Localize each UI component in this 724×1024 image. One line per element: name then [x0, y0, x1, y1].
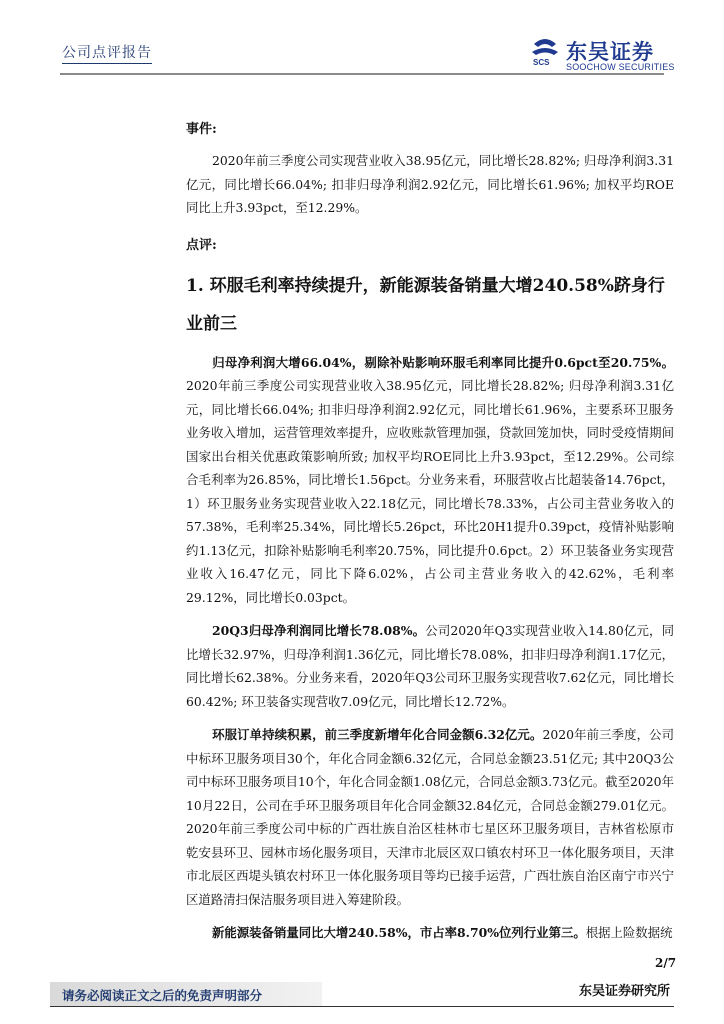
paragraph-lead: 归母净利润大增66.04%，剔除补贴影响环服毛利率同比提升0.6pct至20.75%。	[212, 354, 674, 370]
analysis-paragraph-2	[186, 619, 674, 713]
footer-divider	[50, 1006, 674, 1007]
institute-name: 东吴证券研究所	[578, 984, 670, 999]
event-paragraph	[186, 149, 674, 220]
analysis-paragraph-1	[186, 351, 674, 610]
review-label: 点评:	[186, 237, 217, 253]
svg-text:SCS: SCS	[533, 58, 550, 66]
paragraph-lead: 20Q3归母净利润同比增长78.08%。	[212, 623, 426, 638]
brand-name-cn: 东吴证券	[566, 40, 654, 64]
disclaimer-notice: 请务必阅读正文之后的免责声明部分	[62, 988, 263, 1003]
event-text: 2020年前三季度公司实现营业收入38.95亿元，同比增长28.82%; 归母净利润3.31亿元，同比增长66.04%; 扣非归母净利润2.92亿元，同比增长61.96%; 加权平均ROE同比上升3.93pct，至12.29%。	[186, 153, 674, 215]
analysis-paragraph-3	[186, 723, 674, 911]
paragraph-body: 2020年前三季度，公司中标环卫服务项目30个，年化合同金额6.32亿元，合同总金额23.51亿元; 其中20Q3公司中标环卫服务项目10个，年化合同金额1.08亿元，合同总金额3.73亿元。截至2020年10月22日，公司在手环卫服务项目年化合同金额32.84亿元，合同总金额279.01亿元。2020年前三季度公司中标的广西壮族自治区桂林市七星区环卫服务项目，吉林省松原市乾安县环卫、园林市场化服务项目，天津市北辰区双口镇农村环卫一体化服务项目，天津市北辰区西堤头镇农村环卫一体化服务项目等均已接手运营，广西壮族自治区南宁市兴宁区道路清扫保洁服务项目进入筹建阶段。	[186, 727, 674, 907]
report-body	[186, 112, 674, 955]
report-type-label: 公司点评报告	[62, 42, 152, 64]
paragraph-lead: 环服订单持续积累，前三季度新增年化合同金额6.32亿元。	[212, 727, 543, 742]
soochow-logo-icon	[530, 36, 560, 66]
paragraph-body: 公司2020年Q3实现营业收入14.80亿元，同比增长32.97%，归母净利润1.36亿元，同比增长78.08%，扣非归母净利润1.17亿元，同比增长62.38%。分业务来看，2020年Q3公司环卫服务实现营收7.62亿元，同比增长60.42%; 环卫装备实现营收7.09亿元，同比增长12.72%。	[186, 623, 675, 709]
page-number: 2/7	[655, 956, 677, 970]
brand-name-en: SOOCHOW SECURITIES	[566, 62, 675, 72]
paragraph-lead: 新能源装备销量同比大增240.58%，市占率8.70%位列行业第三。	[212, 925, 586, 940]
event-label: 事件:	[186, 122, 217, 137]
paragraph-body: 2020年前三季度公司实现营业收入38.95亿元，同比增长28.82%; 归母净利润3.31亿元，同比增长66.04%; 扣非归母净利润2.92亿元，同比增长61.96%，主要系环卫服务业务收入增加，运营管理效率提升，应收账款管理加强，贷款回笼加快，同时受疫情期间国家出台相关优惠政策影响所致; 加权平均ROE同比上升3.93pct，至12.29%。公司综合毛利率为26.85%，同比增长1.56pct。分业务来看，环服营收占比超装备14.76pct，1）环卫服务业务实现营业收入22.18亿元，同比增长78.33%，占公司主营业务收入的57.38%，毛利率25.34%，同比增长5.26pct，环比20H1提升0.39pct，疫情补贴影响约1.13亿元，扣除补贴影响毛利率20.75%，同比提升0.6pct。2）环卫装备业务实现营业收入16.47亿元，同比下降6.02%，占公司主营业务收入的42.62%，毛利率29.12%，同比增长0.03pct。	[186, 378, 674, 605]
brand-logo	[530, 36, 680, 74]
paragraph-body: 根据上险数据统	[585, 925, 673, 940]
page-footer	[50, 980, 674, 1006]
section-heading: 1. 环服毛利率持续提升，新能源装备销量大增240.58%跻身行业前三	[186, 275, 665, 334]
analysis-paragraph-4	[186, 921, 674, 945]
